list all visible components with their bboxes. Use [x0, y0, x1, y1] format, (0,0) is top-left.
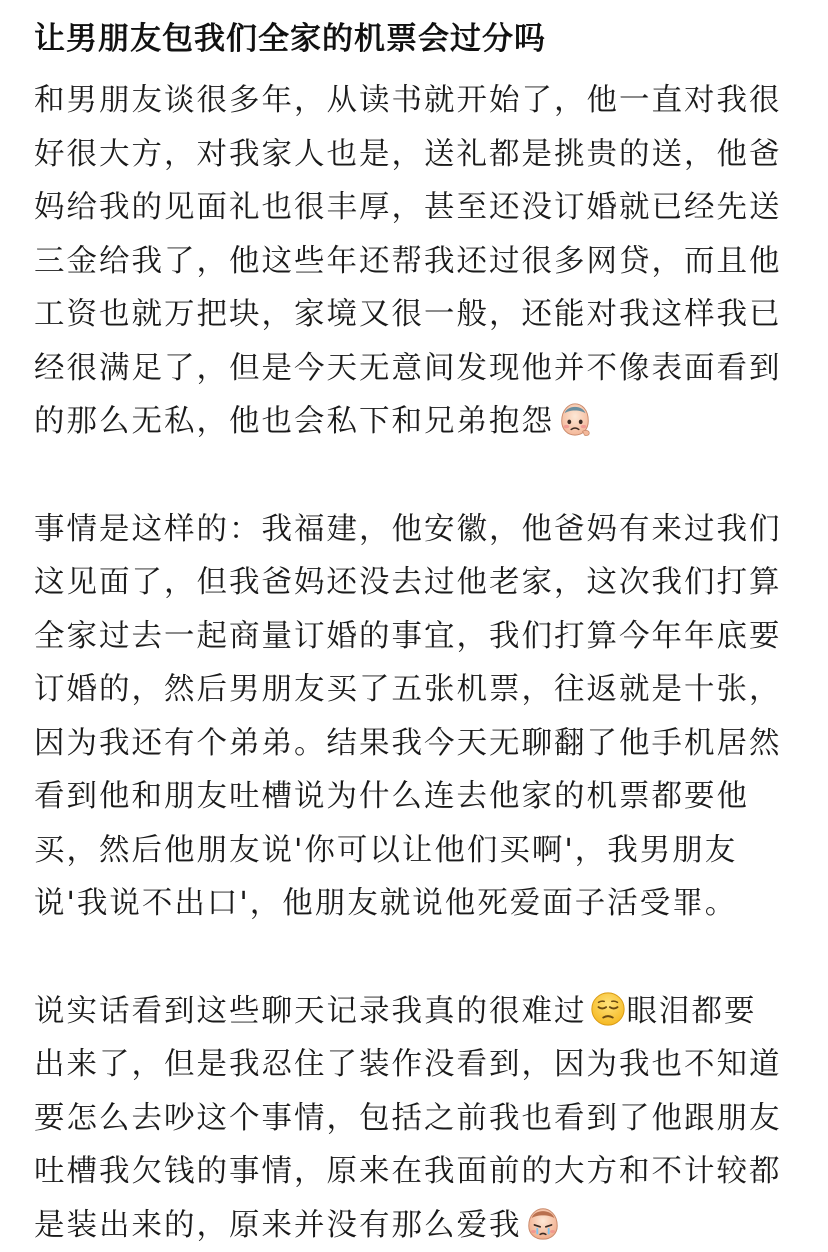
- paragraph-line: 好很大方，对我家人也是，送礼都是挑贵的送，他爸: [34, 128, 804, 182]
- paragraph-line: 三金给我了，他这些年还帮我还过很多网贷，而且他: [34, 235, 804, 289]
- paragraph-line: 吐槽我欠钱的事情，原来在我面前的大方和不计较都: [34, 1145, 804, 1199]
- paragraph-line: 订婚的，然后男朋友买了五张机票，往返就是十张，: [34, 663, 804, 717]
- paragraph-line: 和男朋友谈很多年，从读书就开始了，他一直对我很: [34, 74, 804, 128]
- paragraph-line: 妈给我的见面礼也很丰厚，甚至还没订婚就已经先送: [34, 181, 804, 235]
- post-paragraph-1: [34, 74, 804, 449]
- paragraph-line: 这见面了，但我爸妈还没去过他老家，这次我们打算: [34, 556, 804, 610]
- paragraph-line: 工资也就万把块，家境又很一般，还能对我这样我已: [34, 288, 804, 342]
- paragraph-line: 全家过去一起商量订婚的事宜，我们打算今年年底要: [34, 610, 804, 664]
- post-paragraph-3: [34, 985, 804, 1252]
- post-paragraph-2: [34, 503, 804, 931]
- paragraph-gap: [34, 931, 804, 985]
- paragraph-line: 看到他和朋友吐槽说为什么连去他家的机票都要他: [34, 770, 804, 824]
- pensive-face-emoji: [589, 990, 627, 1028]
- paragraph-line-text: 眼泪都要: [627, 994, 757, 1029]
- paragraph-line-text: 的那么无私，他也会私下和兄弟抱怨: [34, 404, 554, 439]
- sad-face-emoji: [556, 400, 594, 438]
- paragraph-line: [34, 395, 804, 449]
- paragraph-line: [34, 1199, 804, 1252]
- teary-face-emoji: [524, 1204, 562, 1242]
- paragraph-line-text: 说实话看到这些聊天记录我真的很难过: [34, 994, 587, 1029]
- paragraph-line-text: 是装出来的，原来并没有那么爱我: [34, 1208, 522, 1243]
- post: [34, 0, 804, 1252]
- paragraph-line: 经很满足了，但是今天无意间发现他并不像表面看到: [34, 342, 804, 396]
- paragraph-line: 事情是这样的：我福建，他安徽，他爸妈有来过我们: [34, 503, 804, 557]
- post-title: 让男朋友包我们全家的机票会过分吗: [34, 0, 804, 64]
- paragraph-line: 因为我还有个弟弟。结果我今天无聊翻了他手机居然: [34, 717, 804, 771]
- paragraph-gap: [34, 449, 804, 503]
- paragraph-line: [34, 985, 804, 1039]
- paragraph-line: 买，然后他朋友说'你可以让他们买啊'，我男朋友: [34, 824, 804, 878]
- paragraph-line: 出来了，但是我忍住了装作没看到，因为我也不知道: [34, 1038, 804, 1092]
- paragraph-line: 说'我说不出口'，他朋友就说他死爱面子活受罪。: [34, 877, 804, 931]
- paragraph-line: 要怎么去吵这个事情，包括之前我也看到了他跟朋友: [34, 1092, 804, 1146]
